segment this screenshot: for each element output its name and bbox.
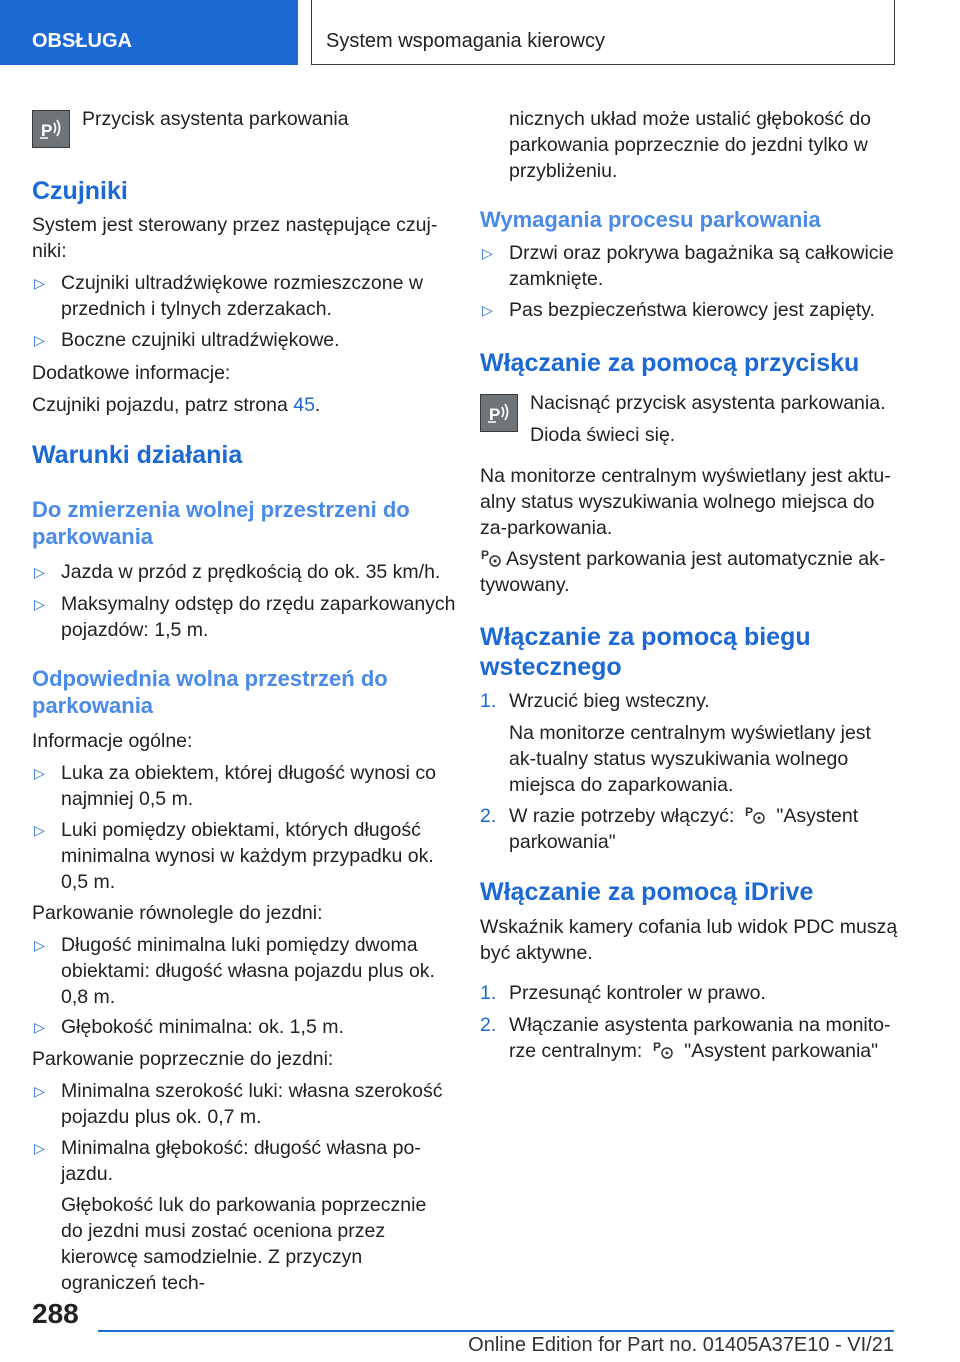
chapter-title: System wspomagania kierowcy bbox=[311, 0, 895, 65]
button-on-step1: Nacisnąć przycisk asystenta parkowania. bbox=[530, 392, 886, 414]
sensors-reference: Czujniki pojazdu, patrz strona 45. bbox=[32, 394, 321, 416]
list-item: 1. Wrzucić bieg wsteczny. bbox=[480, 690, 710, 712]
svg-text:P: P bbox=[489, 405, 501, 424]
list-item: 2. Włączanie asystenta parkowania na monito-rze centralnym: P "Asystent parkowania" bbox=[480, 1014, 891, 1062]
bullet-triangle-icon: ▷ bbox=[34, 275, 45, 291]
list-item: ▷ Czujniki ultradźwiękowe rozmieszczone w przednich i tylnych zderzakach. bbox=[34, 272, 423, 320]
bullet-triangle-icon: ▷ bbox=[34, 1019, 45, 1035]
heading-requirements: Wymagania procesu parkowania bbox=[480, 207, 821, 232]
button-on-step2: Dioda świeci się. bbox=[530, 424, 676, 446]
list-item: ▷ Luki pomiędzy obiektami, których długość minimalna wynosi w każdym przypadku ok. 0,5 m. bbox=[34, 819, 434, 893]
bullet-triangle-icon: ▷ bbox=[34, 822, 45, 838]
perpendicular-label: Parkowanie poprzecznie do jezdni: bbox=[32, 1048, 334, 1070]
parking-assistant-symbol-icon bbox=[480, 546, 502, 568]
perpendicular-note: Głębokość luk do parkowania poprzecznie do jezdni musi zostać oceniona przez kierowcę samodzielnie. Z przyczyn ograniczeń tech- bbox=[61, 1194, 427, 1294]
svg-text:P: P bbox=[481, 548, 490, 562]
heading-space: Odpowiednia wolna przestrzeń do parkowania bbox=[32, 666, 388, 718]
bullet-triangle-icon: ▷ bbox=[34, 332, 45, 348]
svg-text:P: P bbox=[745, 805, 754, 819]
parking-assistant-symbol-icon bbox=[744, 803, 766, 825]
list-item: ▷ Maksymalny odstęp do rzędu zaparkowanych pojazdów: 1,5 m. bbox=[34, 593, 456, 641]
section-tab: OBSŁUGA bbox=[0, 0, 298, 65]
svg-text:P: P bbox=[41, 121, 53, 140]
parking-assistant-symbol-icon bbox=[652, 1038, 674, 1060]
idrive-intro: Wskaźnik kamery cofania lub widok PDC muszą być aktywne. bbox=[480, 916, 898, 964]
list-item: ▷ Minimalna szerokość luki: własna szerokość pojazdu plus ok. 0,7 m. bbox=[34, 1080, 443, 1128]
heading-sensors: Czujniki bbox=[32, 177, 128, 205]
heading-conditions: Warunki działania bbox=[32, 441, 243, 469]
list-item: ▷ Boczne czujniki ultradźwiękowe. bbox=[34, 329, 340, 351]
bullet-triangle-icon: ▷ bbox=[34, 765, 45, 781]
list-item: ▷ Pas bezpieczeństwa kierowcy jest zapięty. bbox=[482, 299, 875, 321]
reverse-step1-detail: Na monitorze centralnym wyświetlany jest ak-tualny status wyszukiwania wolnego miejsca do zaparkowania. bbox=[509, 722, 871, 796]
list-item: ▷ Głębokość minimalna: ok. 1,5 m. bbox=[34, 1016, 344, 1038]
general-info-label: Informacje ogólne: bbox=[32, 730, 193, 752]
bullet-triangle-icon: ▷ bbox=[34, 1083, 45, 1099]
heading-measure: Do zmierzenia wolnej przestrzeni do parkowania bbox=[32, 497, 410, 549]
bullet-triangle-icon: ▷ bbox=[34, 564, 45, 580]
extra-info-label: Dodatkowe informacje: bbox=[32, 362, 231, 384]
heading-idrive-on: Włączanie za pomocą iDrive bbox=[480, 878, 814, 906]
list-item: ▷ Minimalna głębokość: długość własna po-jazdu. bbox=[34, 1137, 421, 1185]
parking-assistant-button-icon bbox=[480, 394, 518, 432]
list-item: ▷ Drzwi oraz pokrywa bagażnika są całkowicie zamknięte. bbox=[482, 242, 894, 290]
parking-assistant-button-icon bbox=[32, 110, 70, 148]
page-header bbox=[0, 0, 960, 66]
auto-activated-text: P Asystent parkowania jest automatycznie ak-tywowany. bbox=[480, 548, 886, 596]
list-item: ▷ Długość minimalna luki pomiędzy dwoma obiektami: długość własna pojazdu plus ok. 0,8 m. bbox=[34, 934, 435, 1008]
list-item: 1. Przesunąć kontroler w prawo. bbox=[480, 982, 766, 1004]
edition-text: Online Edition for Part no. 01405A37E10 - VI/21 bbox=[468, 1334, 894, 1356]
bullet-triangle-icon: ▷ bbox=[34, 596, 45, 612]
list-item: 2. W razie potrzeby włączyć: P "Asystent parkowania" bbox=[480, 805, 859, 853]
bullet-triangle-icon: ▷ bbox=[482, 245, 493, 261]
sensors-intro: System jest sterowany przez następujące czuj-niki: bbox=[32, 214, 438, 262]
parallel-label: Parkowanie równolegle do jezdni: bbox=[32, 902, 323, 924]
list-item: ▷ Jazda w przód z prędkością do ok. 35 km/h. bbox=[34, 561, 441, 583]
svg-text:P: P bbox=[653, 1040, 662, 1054]
intro-button-label: Przycisk asystenta parkowania bbox=[82, 108, 349, 130]
page-link[interactable]: 45 bbox=[293, 394, 315, 416]
monitor-text: Na monitorze centralnym wyświetlany jest aktu-alny status wyszukiwania wolnego miejsca do za-parkowania. bbox=[480, 465, 891, 539]
heading-reverse-on: Włączanie za pomocą biegu wstecznego bbox=[480, 623, 811, 681]
page-number: 288 bbox=[32, 1298, 79, 1329]
bullet-triangle-icon: ▷ bbox=[34, 1140, 45, 1156]
bullet-triangle-icon: ▷ bbox=[482, 302, 493, 318]
heading-button-on: Włączanie za pomocą przycisku bbox=[480, 349, 860, 377]
list-item: ▷ Luka za obiektem, której długość wynosi co najmniej 0,5 m. bbox=[34, 762, 437, 810]
bullet-triangle-icon: ▷ bbox=[34, 937, 45, 953]
perpendicular-note-continued: nicznych układ może ustalić głębokość do parkowania poprzecznie do jezdni tylko w przybliżeniu. bbox=[509, 108, 872, 182]
